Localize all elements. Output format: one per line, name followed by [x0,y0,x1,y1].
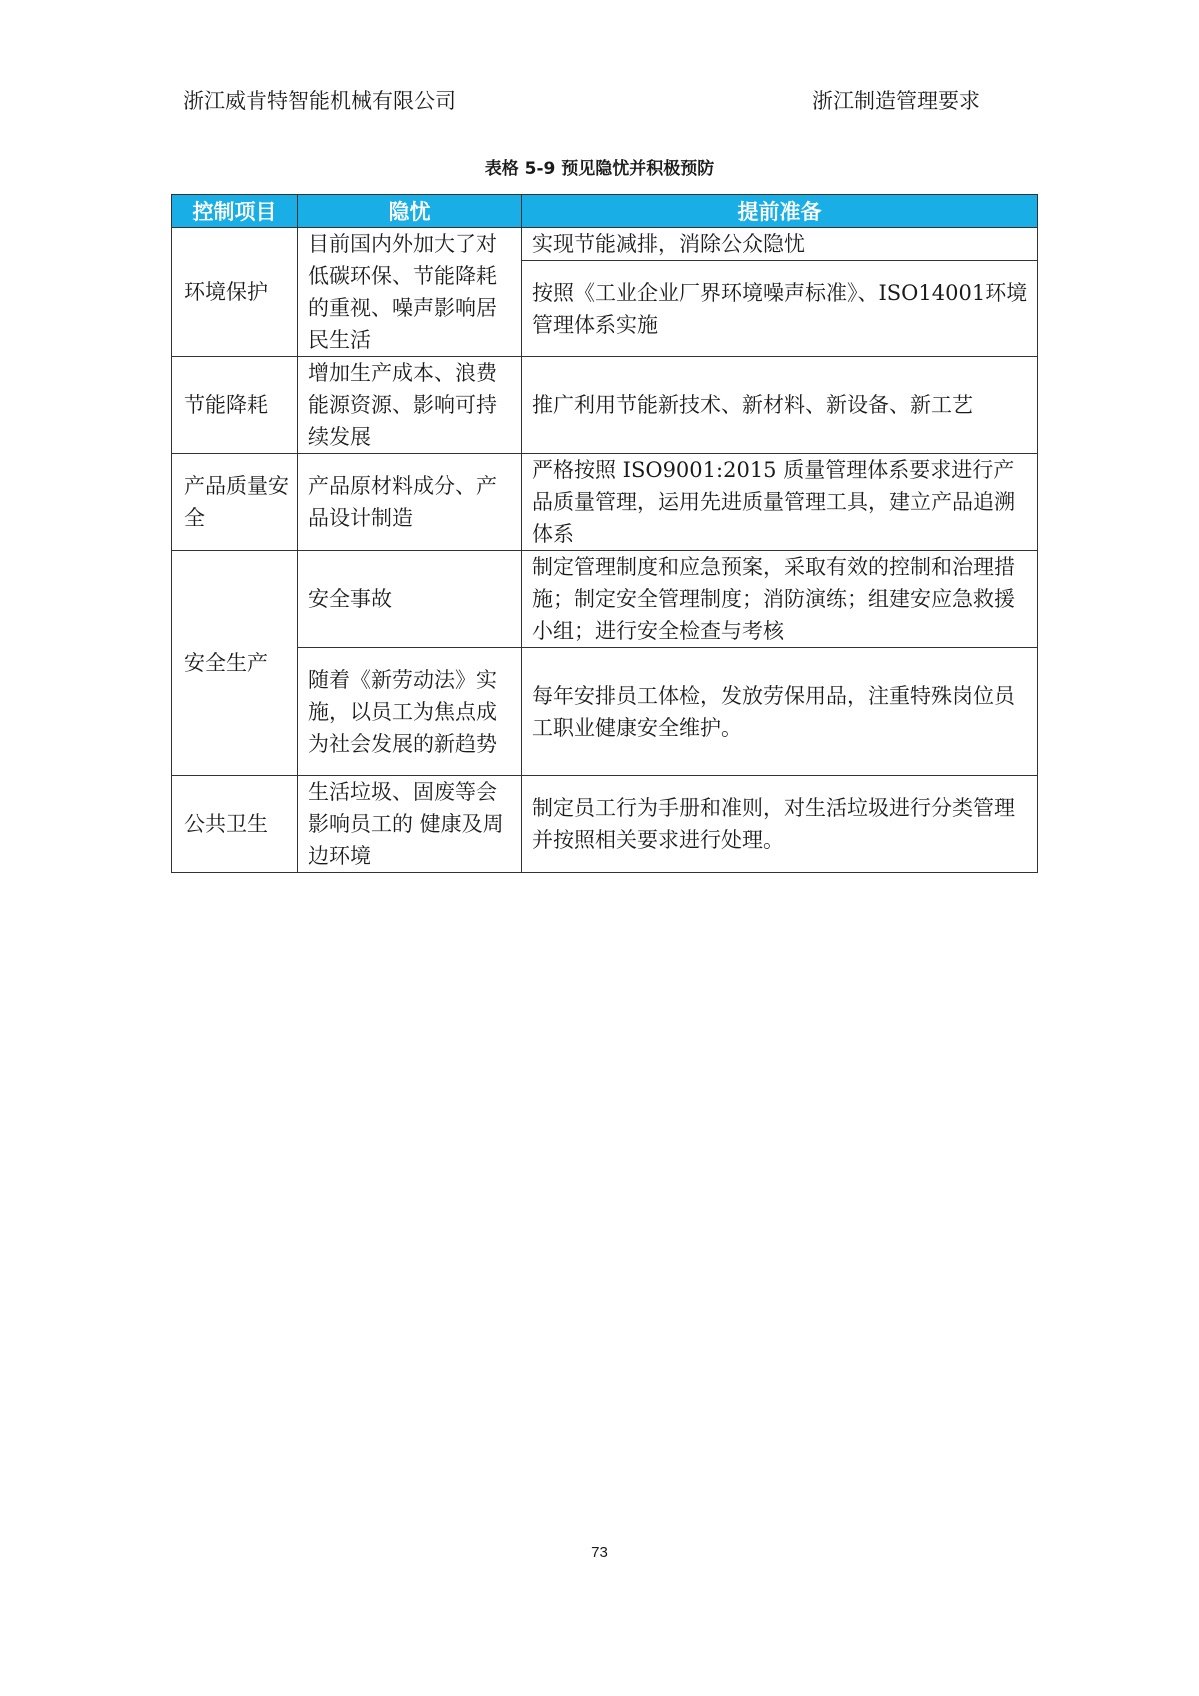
header-document-title: 浙江制造管理要求 [812,89,980,113]
table-row [172,648,1038,776]
header-control-item: 控制项目 [172,195,298,228]
control-cell: 产品质量安全 [172,454,298,551]
table-row [172,454,1038,551]
risk-prevention-table [171,194,1038,873]
table-row [172,551,1038,648]
page-number: 73 [591,1544,608,1561]
preparation-cell: 推广利用节能新技术、新材料、新设备、新工艺 [522,357,1038,454]
control-cell: 公共卫生 [172,776,298,873]
preparation-cell: 制定员工行为手册和准则，对生活垃圾进行分类管理并按照相关要求进行处理。 [522,776,1038,873]
preparation-cell: 实现节能减排，消除公众隐忧 [522,228,1038,261]
concern-cell: 目前国内外加大了对低碳环保、节能降耗的重视、噪声影响居民生活 [298,228,522,357]
concern-cell: 生活垃圾、固废等会影响员工的 健康及周边环境 [298,776,522,873]
header-company: 浙江威肯特智能机械有限公司 [183,89,456,113]
preparation-cell: 严格按照 ISO9001:2015 质量管理体系要求进行产品质量管理，运用先进质量管理工具，建立产品追溯体系 [522,454,1038,551]
concern-cell: 增加生产成本、浪费能源资源、影响可持续发展 [298,357,522,454]
table-row [172,228,1038,261]
preparation-cell: 每年安排员工体检，发放劳保用品，注重特殊岗位员工职业健康安全维护。 [522,648,1038,776]
concern-cell: 产品原材料成分、产品设计制造 [298,454,522,551]
preparation-cell: 制定管理制度和应急预案，采取有效的控制和治理措施；制定安全管理制度；消防演练；组建安应急救援小组；进行安全检查与考核 [522,551,1038,648]
header-concern: 隐忧 [298,195,522,228]
table-row [172,357,1038,454]
table-header-row [172,195,1038,228]
control-cell: 安全生产 [172,551,298,776]
control-cell: 节能降耗 [172,357,298,454]
preparation-cell: 按照《工业企业厂界环境噪声标准》、ISO14001环境管理体系实施 [522,261,1038,357]
control-cell: 环境保护 [172,228,298,357]
concern-cell: 安全事故 [298,551,522,648]
table-row [172,776,1038,873]
concern-cell: 随着《新劳动法》实施，以员工为焦点成为社会发展的新趋势 [298,648,522,776]
header-preparation: 提前准备 [522,195,1038,228]
table-caption: 表格 5-9 预见隐忧并积极预防 [484,159,715,179]
